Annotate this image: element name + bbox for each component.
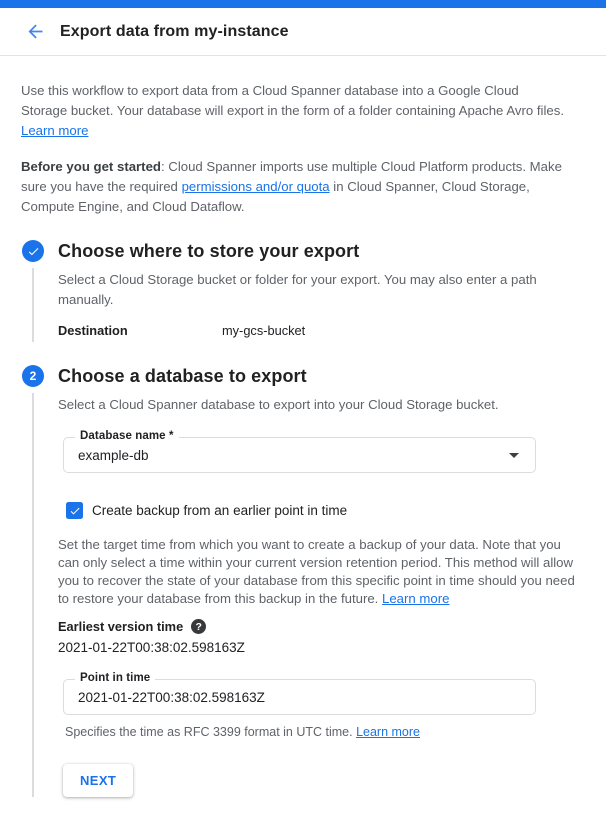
point-in-time-label: Point in time [75,672,155,684]
backup-checkbox-label[interactable]: Create backup from an earlier point in time [92,503,348,518]
step-2-body [58,365,585,797]
page-title: Export data from my-instance [60,22,289,40]
backup-checkbox-row [66,502,585,519]
step-1-section [21,240,585,342]
arrow-back-icon [25,21,46,42]
checkmark-icon [69,505,81,517]
earliest-version-row [58,619,585,634]
intro-learn-more-link[interactable]: Learn more [21,123,89,138]
step-1-complete-icon [22,240,44,262]
point-in-time-field[interactable] [63,672,536,715]
database-name-label: Database name * [75,430,179,442]
step-2-rail [21,365,58,797]
point-in-time-input[interactable] [78,690,521,705]
backup-checkbox[interactable] [66,502,83,519]
step-connector-line [32,393,34,797]
intro-paragraph [21,81,566,141]
destination-label: Destination [58,323,128,338]
before-you-start-paragraph [21,157,566,217]
help-icon[interactable]: ? [191,619,206,634]
step-2-description: Select a Cloud Spanner database to export into your Cloud Storage bucket. [58,397,499,412]
destination-value: my-gcs-bucket [222,323,306,338]
backup-learn-more-link[interactable]: Learn more [382,591,450,606]
step-1-title: Choose where to store your export [58,241,360,261]
step-2-number-icon: 2 [22,365,44,387]
main-content [0,81,606,819]
step-2-title: Choose a database to export [58,366,307,386]
before-you-start-text: : Cloud Spanner imports use multiple Cloud Platform products. Make sure you have the required [21,159,562,194]
step-1-body [58,240,585,342]
back-button[interactable] [17,14,53,50]
step-1-description: Select a Cloud Storage bucket or folder for your export. You may also enter a path manually. [58,272,537,307]
arrow-drop-down-icon [509,453,519,458]
earliest-version-label: Earliest version time [58,619,184,634]
backup-description [58,536,585,608]
next-button[interactable]: NEXT [63,764,133,797]
destination-row [58,323,585,342]
helper-learn-more-link[interactable]: Learn more [356,725,421,739]
before-you-start-tail: in Cloud Spanner, Cloud Storage, Compute Engine, and Cloud Dataflow. [21,179,530,214]
database-name-value: example-db [78,447,149,463]
permissions-quota-link[interactable]: permissions and/or quota [181,179,330,194]
point-in-time-helper [65,725,585,739]
header [0,8,606,56]
backup-description-text: Set the target time from which you want to create a backup of your data. Note that you can only select a time within your current version retention period. This method will allow you to recover the state of your database from this specific point in time should you need to restore your database from this backup in the future. [58,537,575,606]
top-accent-bar [0,0,606,8]
before-you-start-bold: Before you get started [21,159,161,174]
intro-text: Use this workflow to export data from a Cloud Spanner database into a Google Cloud Storage bucket. Your database will export in the form of a folder containing Apache Avro files. [21,83,564,118]
step-1-rail [21,240,58,342]
step-connector-line [32,268,34,342]
database-name-select[interactable] [63,430,536,473]
earliest-version-value: 2021-01-22T00:38:02.598163Z [58,640,245,655]
step-2-section [21,365,585,819]
helper-text: Specifies the time as RFC 3399 format in UTC time. [65,725,357,739]
